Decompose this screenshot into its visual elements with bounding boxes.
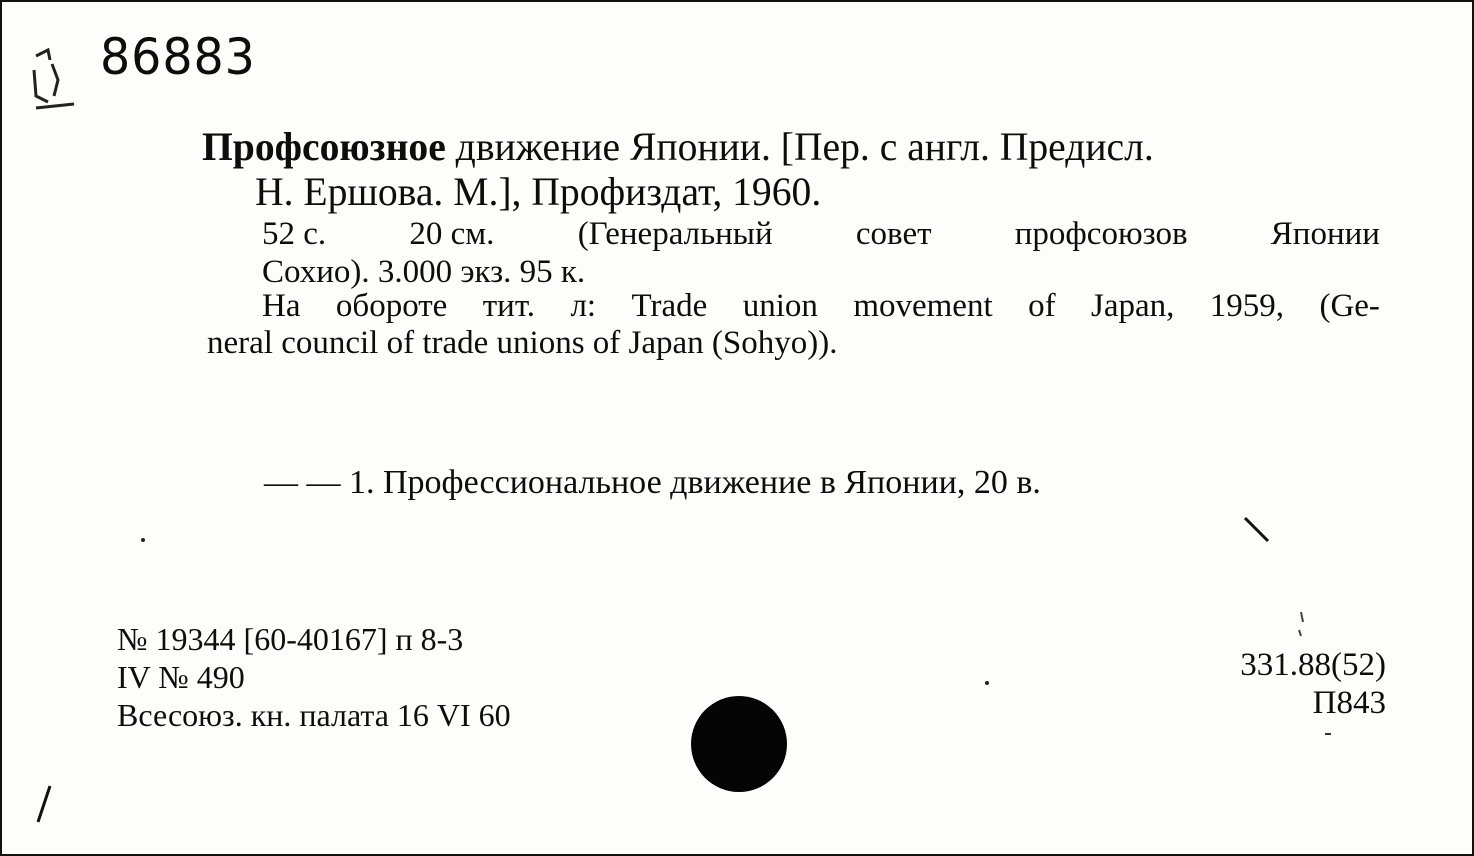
entry-title-line <box>202 123 1154 170</box>
collation-word: совет <box>855 216 932 252</box>
collation-word: профсоюзов <box>1014 216 1188 252</box>
classification-number: 331.88(52) <box>1240 647 1386 683</box>
note-word: тит. <box>482 288 536 324</box>
note-word: На <box>262 288 301 324</box>
acquisition-number-line: № 19344 [60-40167] п 8-3 <box>117 621 464 657</box>
entry-note-continuation: neral council of trade unions of Japan (Sohyo)). <box>207 325 838 361</box>
entry-title-lead: Профсоюзное <box>202 124 446 169</box>
collation-word: 20 см. <box>409 216 495 252</box>
punch-hole <box>691 696 787 792</box>
note-word: обороте <box>335 288 448 324</box>
handwritten-accession-number: 86883 <box>100 28 256 86</box>
note-word: Trade <box>631 288 708 324</box>
collation-word: (Генеральный <box>577 216 773 252</box>
collation-word: Японии <box>1270 216 1380 252</box>
note-word: union <box>742 288 818 324</box>
author-mark: П843 <box>1312 685 1386 721</box>
note-word: movement <box>853 288 993 324</box>
note-word: л: <box>570 288 597 324</box>
acquisition-source-line: Всесоюз. кн. палата 16 VI 60 <box>117 697 511 733</box>
note-word: Japan, <box>1090 288 1175 324</box>
entry-title-rest: движение Японии. [Пер. с англ. Предисл. <box>445 124 1154 169</box>
entry-imprint-line: Н. Ершова. М.], Профиздат, 1960. <box>255 169 822 214</box>
entry-collation-line <box>262 216 1380 253</box>
entry-note-line <box>262 288 1380 325</box>
acquisition-register-line: IV № 490 <box>117 659 245 695</box>
subject-heading: — — 1. Профессиональное движение в Японии, 20 в. <box>264 464 1041 501</box>
collation-word: 52 с. <box>262 216 327 252</box>
note-word: of <box>1028 288 1056 324</box>
note-word: 1959, <box>1209 288 1285 324</box>
note-word: (Ge- <box>1319 288 1380 324</box>
entry-edition-line: Сохио). 3.000 экз. 95 к. <box>262 254 586 290</box>
